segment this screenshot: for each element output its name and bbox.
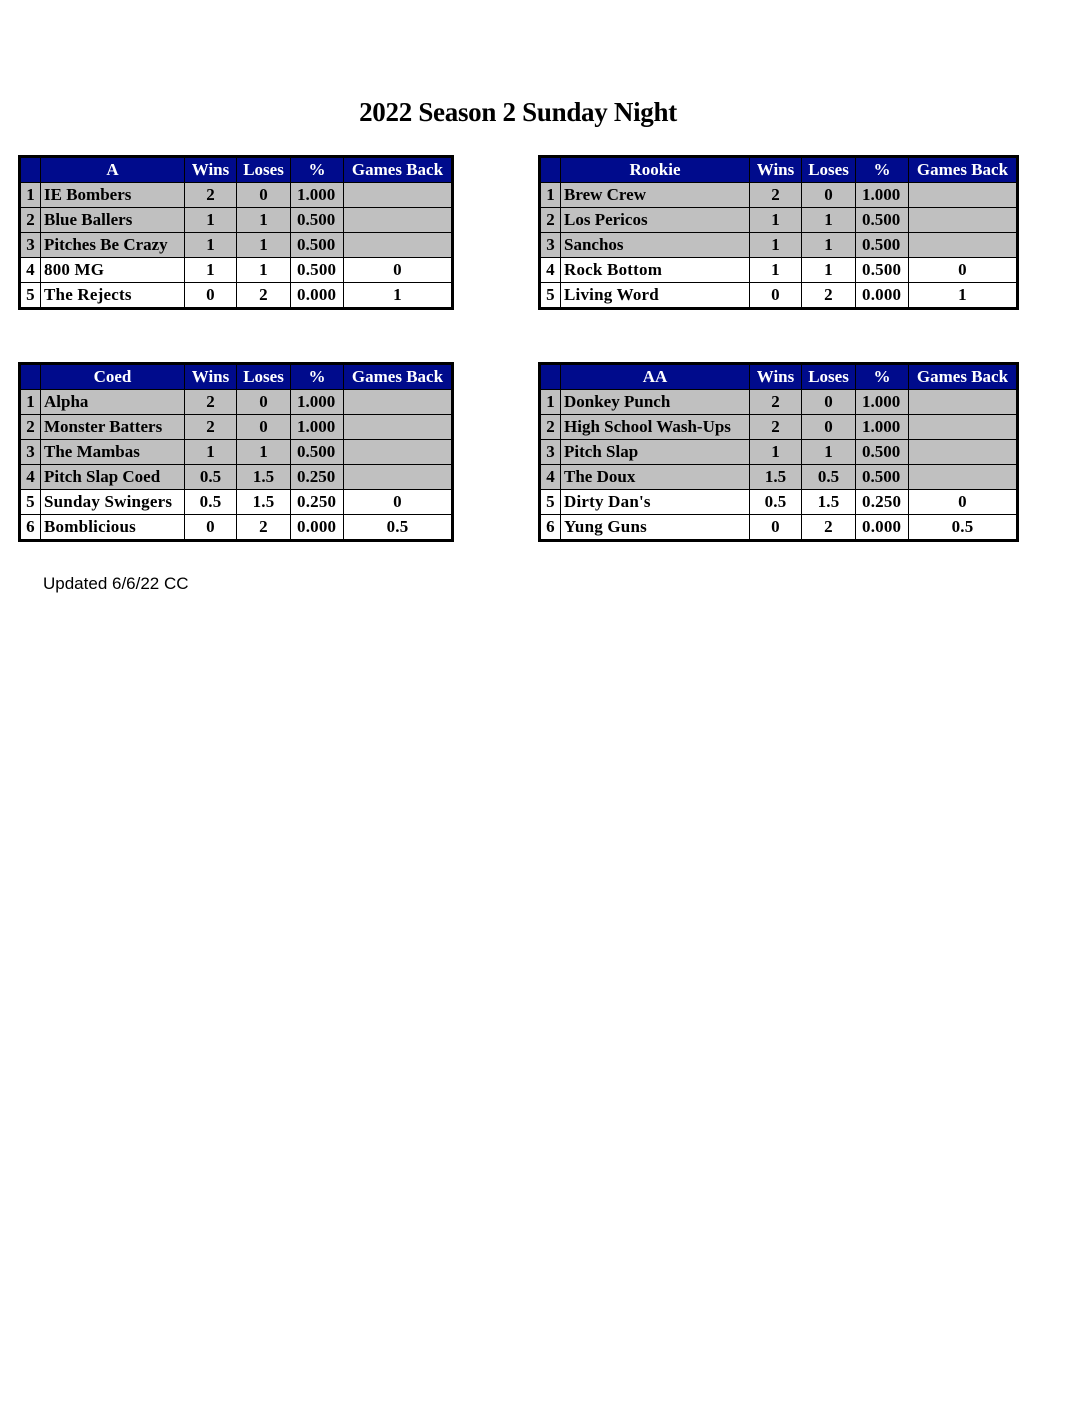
loses-header: Loses [237,365,291,390]
team-cell: The Mambas [41,440,185,465]
games-back-header: Games Back [909,365,1017,390]
wins-header: Wins [185,365,237,390]
loses-cell: 1 [802,233,856,258]
rank-cell: 4 [541,258,561,283]
pct-cell: 0.500 [291,208,344,233]
games-back-cell [344,440,452,465]
table-row [21,183,452,208]
wins-cell: 0.5 [185,465,237,490]
wins-cell: 1 [750,440,802,465]
games-back-header: Games Back [344,365,452,390]
games-back-cell [909,390,1017,415]
wins-header: Wins [185,158,237,183]
pct-cell: 1.000 [291,390,344,415]
updated-note: Updated 6/6/22 CC [43,574,189,593]
loses-cell: 1.5 [237,465,291,490]
table-row [541,183,1017,208]
division-name: Coed [41,365,185,390]
loses-cell: 1.5 [802,490,856,515]
table-header-row [21,158,452,183]
games-back-cell: 0 [909,490,1017,515]
table-header-row [21,365,452,390]
rank-cell: 4 [21,465,41,490]
pct-cell: 0.500 [856,208,909,233]
table-row [541,415,1017,440]
pct-cell: 0.250 [291,490,344,515]
table-row [541,465,1017,490]
wins-cell: 1 [185,258,237,283]
games-back-cell: 1 [344,283,452,308]
wins-cell: 0.5 [750,490,802,515]
games-back-cell: 0.5 [344,515,452,540]
loses-cell: 0 [802,390,856,415]
rank-header [541,365,561,390]
rank-cell: 3 [21,440,41,465]
table-row [21,515,452,540]
games-back-cell [344,208,452,233]
games-back-cell [344,415,452,440]
rank-cell: 2 [541,415,561,440]
team-cell: Alpha [41,390,185,415]
division-aa-table [540,364,1017,540]
games-back-cell [344,465,452,490]
rank-cell: 5 [21,490,41,515]
table-row [21,283,452,308]
table-row [541,440,1017,465]
loses-cell: 0 [802,415,856,440]
pct-header: % [291,365,344,390]
rank-cell: 6 [21,515,41,540]
wins-header: Wins [750,365,802,390]
team-cell: Blue Ballers [41,208,185,233]
pct-cell: 1.000 [856,390,909,415]
rank-cell: 3 [541,440,561,465]
games-back-cell [909,415,1017,440]
rank-cell: 1 [21,390,41,415]
rank-cell: 3 [21,233,41,258]
wins-cell: 2 [750,390,802,415]
wins-cell: 0 [185,515,237,540]
rank-cell: 1 [541,390,561,415]
loses-cell: 1 [237,208,291,233]
wins-cell: 0 [185,283,237,308]
team-cell: The Rejects [41,283,185,308]
pct-cell: 0.000 [291,515,344,540]
team-cell: Dirty Dan's [561,490,750,515]
team-cell: Rock Bottom [561,258,750,283]
pct-cell: 0.000 [856,283,909,308]
wins-cell: 2 [750,415,802,440]
table-row [21,258,452,283]
team-cell: Pitch Slap [561,440,750,465]
pct-cell: 0.500 [856,440,909,465]
table-row [21,490,452,515]
division-name: Rookie [561,158,750,183]
loses-cell: 1 [802,208,856,233]
wins-cell: 0 [750,283,802,308]
rank-header [21,365,41,390]
wins-cell: 2 [185,415,237,440]
table-row [21,465,452,490]
division-name: A [41,158,185,183]
games-back-cell [909,183,1017,208]
pct-header: % [856,158,909,183]
pct-cell: 0.500 [856,258,909,283]
games-back-cell [909,440,1017,465]
pct-cell: 0.250 [291,465,344,490]
wins-cell: 2 [185,183,237,208]
games-back-cell [909,208,1017,233]
rank-cell: 1 [541,183,561,208]
rank-cell: 4 [541,465,561,490]
pct-cell: 0.000 [291,283,344,308]
pct-cell: 0.500 [856,233,909,258]
team-cell: Sunday Swingers [41,490,185,515]
games-back-cell: 0 [344,490,452,515]
table-row [541,233,1017,258]
table-row [541,390,1017,415]
games-back-header: Games Back [909,158,1017,183]
team-cell: Living Word [561,283,750,308]
wins-cell: 2 [185,390,237,415]
table-row [21,208,452,233]
games-back-cell [909,233,1017,258]
table-row [541,208,1017,233]
loses-cell: 1 [237,258,291,283]
pct-header: % [856,365,909,390]
team-cell: High School Wash-Ups [561,415,750,440]
pct-cell: 0.250 [856,490,909,515]
team-cell: Sanchos [561,233,750,258]
games-back-cell [909,465,1017,490]
pct-cell: 1.000 [856,415,909,440]
rank-header [21,158,41,183]
pct-cell: 1.000 [291,415,344,440]
table-row [541,490,1017,515]
table-row [541,515,1017,540]
table-row [21,233,452,258]
pct-cell: 1.000 [856,183,909,208]
wins-cell: 0 [750,515,802,540]
loses-cell: 0 [237,415,291,440]
table-row [541,258,1017,283]
team-cell: Monster Batters [41,415,185,440]
wins-header: Wins [750,158,802,183]
division-name: AA [561,365,750,390]
table-row [541,283,1017,308]
loses-cell: 2 [802,283,856,308]
pct-cell: 0.500 [291,440,344,465]
team-cell: IE Bombers [41,183,185,208]
team-cell: Donkey Punch [561,390,750,415]
loses-cell: 2 [802,515,856,540]
team-cell: Los Pericos [561,208,750,233]
games-back-cell: 0.5 [909,515,1017,540]
loses-cell: 1 [237,233,291,258]
loses-header: Loses [802,158,856,183]
pct-header: % [291,158,344,183]
wins-cell: 0.5 [185,490,237,515]
games-back-cell: 0 [344,258,452,283]
pct-cell: 1.000 [291,183,344,208]
loses-cell: 1 [237,440,291,465]
rank-header [541,158,561,183]
games-back-cell [344,183,452,208]
rank-cell: 3 [541,233,561,258]
loses-cell: 1 [802,440,856,465]
games-back-cell [344,390,452,415]
games-back-header: Games Back [344,158,452,183]
division-rookie-table [540,157,1017,308]
page-title: 2022 Season 2 Sunday Night [359,97,677,127]
team-cell: Brew Crew [561,183,750,208]
rank-cell: 1 [21,183,41,208]
rank-cell: 2 [21,208,41,233]
rank-cell: 5 [541,283,561,308]
loses-cell: 0 [237,183,291,208]
wins-cell: 1 [185,233,237,258]
loses-cell: 1.5 [237,490,291,515]
wins-cell: 1 [185,208,237,233]
loses-cell: 0 [802,183,856,208]
table-header-row [541,365,1017,390]
loses-cell: 1 [802,258,856,283]
pct-cell: 0.500 [856,465,909,490]
games-back-cell: 0 [909,258,1017,283]
pct-cell: 0.500 [291,258,344,283]
rank-cell: 5 [541,490,561,515]
wins-cell: 1 [750,233,802,258]
wins-cell: 2 [750,183,802,208]
team-cell: Pitches Be Crazy [41,233,185,258]
wins-cell: 1 [750,258,802,283]
team-cell: Pitch Slap Coed [41,465,185,490]
loses-cell: 0.5 [802,465,856,490]
rank-cell: 4 [21,258,41,283]
pct-cell: 0.000 [856,515,909,540]
team-cell: Yung Guns [561,515,750,540]
pct-cell: 0.500 [291,233,344,258]
rank-cell: 2 [541,208,561,233]
games-back-cell: 1 [909,283,1017,308]
table-row [21,440,452,465]
team-cell: Bomblicious [41,515,185,540]
division-coed-table [20,364,452,540]
wins-cell: 1 [185,440,237,465]
team-cell: The Doux [561,465,750,490]
loses-cell: 2 [237,515,291,540]
wins-cell: 1.5 [750,465,802,490]
table-row [21,390,452,415]
rank-cell: 6 [541,515,561,540]
rank-cell: 5 [21,283,41,308]
loses-cell: 0 [237,390,291,415]
team-cell: 800 MG [41,258,185,283]
rank-cell: 2 [21,415,41,440]
loses-cell: 2 [237,283,291,308]
loses-header: Loses [237,158,291,183]
loses-header: Loses [802,365,856,390]
wins-cell: 1 [750,208,802,233]
games-back-cell [344,233,452,258]
table-header-row [541,158,1017,183]
table-row [21,415,452,440]
division-a-table [20,157,452,308]
